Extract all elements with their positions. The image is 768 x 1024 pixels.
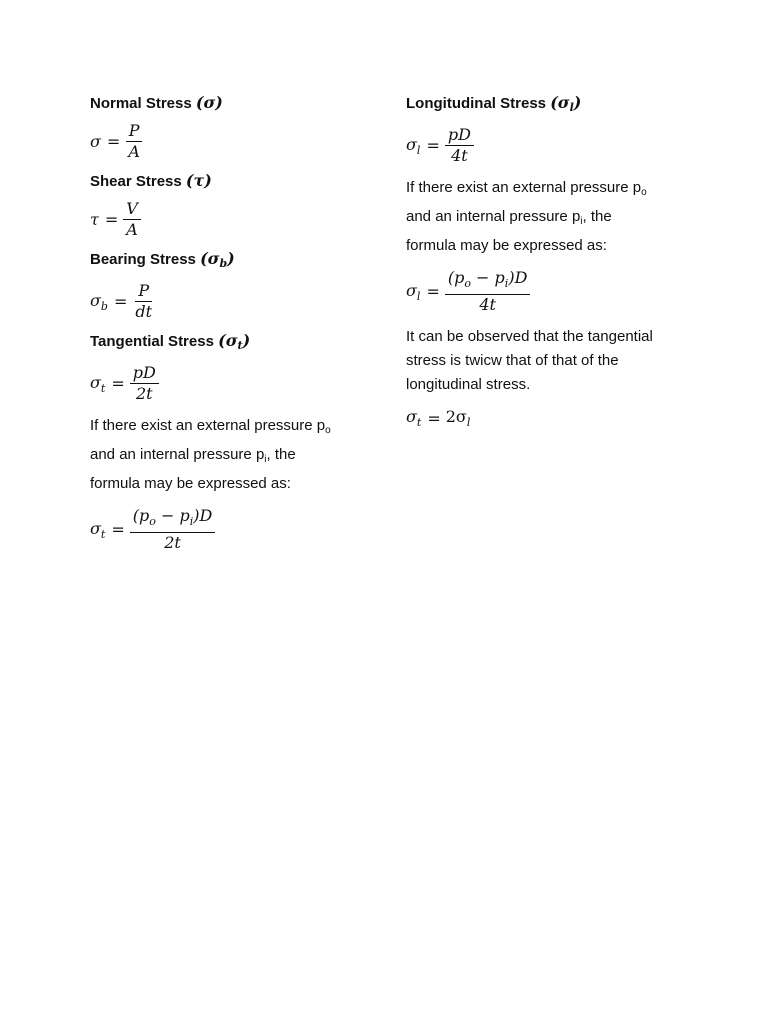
relation-formula-lhs (406, 407, 421, 429)
bearing-stress-symbol: σ (207, 249, 220, 268)
shear-stress-denominator: A (126, 220, 138, 239)
tangential-stress-symbol-sub: t (237, 339, 243, 352)
tangential-stress-title: Tangential Stress (90, 333, 214, 350)
normal-stress-symbol-wrap: (σ) (195, 93, 223, 112)
tangential-stress-formula-lhs (90, 373, 105, 395)
bearing-stress-title: Bearing Stress (90, 251, 196, 268)
longitudinal-pressure-numerator (445, 268, 531, 295)
bearing-stress-formula (90, 281, 370, 322)
bearing-stress-lhs-symbol: σ (90, 290, 101, 310)
tangential-stress-heading (90, 328, 370, 359)
relation-rhs-coef-wrap (446, 407, 467, 426)
observation-line2: stress is twicw that of that of the (406, 352, 619, 369)
tangential-pressure-num-minus: − p (155, 506, 190, 525)
longitudinal-pressure-formula (406, 268, 696, 315)
normal-stress-formula (90, 121, 370, 162)
tangential-paragraph-line1-sub: o (325, 425, 331, 436)
longitudinal-pressure-fraction (445, 268, 531, 315)
longitudinal-stress-denominator: 4t (451, 146, 468, 165)
longitudinal-pressure-num-sub1: o (464, 277, 471, 290)
normal-stress-title: Normal Stress (90, 95, 192, 112)
longitudinal-stress-formula-lhs (406, 135, 420, 157)
shear-stress-symbol: τ (193, 171, 205, 190)
equals-sign: = (111, 374, 125, 393)
longitudinal-stress-numerator: pD (445, 125, 474, 146)
tangential-pressure-paragraph (90, 414, 370, 496)
tangential-paragraph-line2: and an internal pressure p (90, 446, 265, 463)
tangential-stress-symbol-wrap: $(\sigma_t)$ (218, 331, 251, 352)
longitudinal-pressure-num-minus: − p (470, 268, 505, 287)
bearing-stress-denominator: dt (135, 302, 153, 321)
tangential-pressure-num-suffix: )D (193, 506, 213, 525)
shear-stress-heading (90, 168, 370, 195)
longitudinal-stress-formula (406, 125, 696, 166)
tangential-stress-numerator: pD (130, 363, 159, 384)
tangential-paragraph-line2-sub: i (264, 454, 267, 465)
tangential-pressure-fraction (130, 506, 216, 553)
longitudinal-stress-lhs-symbol: σ (406, 134, 417, 154)
tangential-pressure-numerator (130, 506, 216, 533)
normal-stress-formula-lhs: σ (90, 132, 101, 151)
tangential-pressure-lhs-symbol: σ (90, 518, 101, 538)
relation-lhs-symbol: σ (406, 407, 417, 426)
longitudinal-pressure-lhs-symbol: σ (406, 280, 417, 300)
tangential-paragraph-line1: If there exist an external pressure p (90, 417, 326, 434)
shear-stress-formula-lhs: τ (90, 210, 99, 229)
bearing-stress-symbol-wrap: $(\sigma_b)$ (200, 249, 235, 270)
tangential-stress-symbol: σ (225, 331, 238, 350)
tangential-pressure-num-sub2: i (189, 515, 194, 528)
relation-rhs-sub: l (466, 416, 471, 429)
tangential-stress-denominator: 2t (135, 384, 153, 403)
longitudinal-paragraph-line1: If there exist an external pressure p (406, 179, 642, 196)
shear-stress-numerator: V (123, 199, 141, 220)
longitudinal-stress-fraction (445, 125, 474, 166)
equals-sign: = (104, 210, 119, 229)
observation-paragraph (406, 325, 696, 397)
shear-stress-symbol-wrap: (τ) (185, 171, 212, 190)
bearing-stress-heading (90, 246, 370, 277)
longitudinal-stress-symbol-wrap: $(\sigma_l)$ (550, 93, 582, 114)
tangential-pressure-denominator: 2t (164, 533, 181, 552)
tangential-pressure-lhs-sub: t (100, 527, 106, 541)
bearing-stress-symbol-sub: b (219, 257, 228, 270)
relation-formula-rhs (446, 407, 471, 429)
longitudinal-pressure-num-prefix: (p (447, 268, 465, 287)
equals-sign: = (111, 520, 125, 539)
equals-sign: = (427, 408, 441, 428)
tangential-pressure-formula (90, 506, 370, 553)
longitudinal-pressure-formula-lhs (406, 281, 420, 303)
equals-sign: = (426, 136, 440, 155)
bearing-stress-formula-lhs (90, 291, 108, 313)
relation-formula (406, 407, 696, 429)
normal-stress-numerator: P (126, 121, 143, 142)
longitudinal-stress-lhs-sub: l (416, 143, 421, 157)
equals-sign: = (113, 292, 128, 311)
tangential-stress-fraction (130, 363, 159, 404)
longitudinal-paragraph-line2-tail: , the (582, 208, 612, 225)
bearing-stress-numerator: P (135, 281, 152, 302)
longitudinal-paragraph-line1-sub: o (641, 187, 647, 198)
longitudinal-stress-heading (406, 90, 696, 121)
tangential-stress-formula (90, 363, 370, 404)
shear-stress-formula (90, 199, 370, 240)
normal-stress-denominator: A (128, 142, 140, 161)
normal-stress-heading (90, 90, 370, 117)
normal-stress-symbol: σ (203, 93, 216, 112)
longitudinal-paragraph-line2-sub: i (580, 216, 583, 227)
tangential-pressure-formula-lhs (90, 519, 105, 541)
longitudinal-pressure-denominator: 4t (479, 295, 496, 314)
longitudinal-stress-title: Longitudinal Stress (406, 95, 547, 112)
relation-lhs-sub: t (416, 416, 422, 429)
relation-rhs-coef: 2σ (445, 407, 467, 426)
shear-stress-fraction (123, 199, 141, 240)
longitudinal-pressure-num-suffix: )D (508, 268, 528, 287)
tangential-paragraph-line3: formula may be expressed as: (90, 475, 291, 492)
tangential-pressure-num-sub1: o (149, 515, 156, 528)
longitudinal-pressure-num-sub2: i (504, 277, 509, 290)
longitudinal-pressure-lhs-sub: l (416, 289, 421, 303)
bearing-stress-lhs-sub: b (100, 299, 108, 313)
tangential-stress-lhs-symbol: σ (90, 372, 101, 392)
bearing-stress-fraction (132, 281, 155, 322)
equals-sign: = (106, 132, 121, 151)
longitudinal-pressure-paragraph (406, 176, 696, 258)
left-column (90, 90, 370, 553)
longitudinal-paragraph-line3: formula may be expressed as: (406, 237, 607, 254)
observation-line3: longitudinal stress. (406, 376, 531, 393)
longitudinal-stress-symbol: σ (557, 93, 570, 112)
tangential-paragraph-line2-tail: , the (266, 446, 296, 463)
normal-stress-fraction (125, 121, 143, 162)
longitudinal-paragraph-line2: and an internal pressure p (406, 208, 581, 225)
right-column (406, 90, 696, 429)
tangential-stress-lhs-sub: t (100, 381, 106, 395)
tangential-pressure-num-prefix: (p (132, 506, 150, 525)
equals-sign: = (426, 282, 440, 301)
shear-stress-title: Shear Stress (90, 173, 182, 190)
observation-line1: It can be observed that the tangential (406, 328, 653, 345)
longitudinal-stress-symbol-sub: l (569, 101, 574, 114)
